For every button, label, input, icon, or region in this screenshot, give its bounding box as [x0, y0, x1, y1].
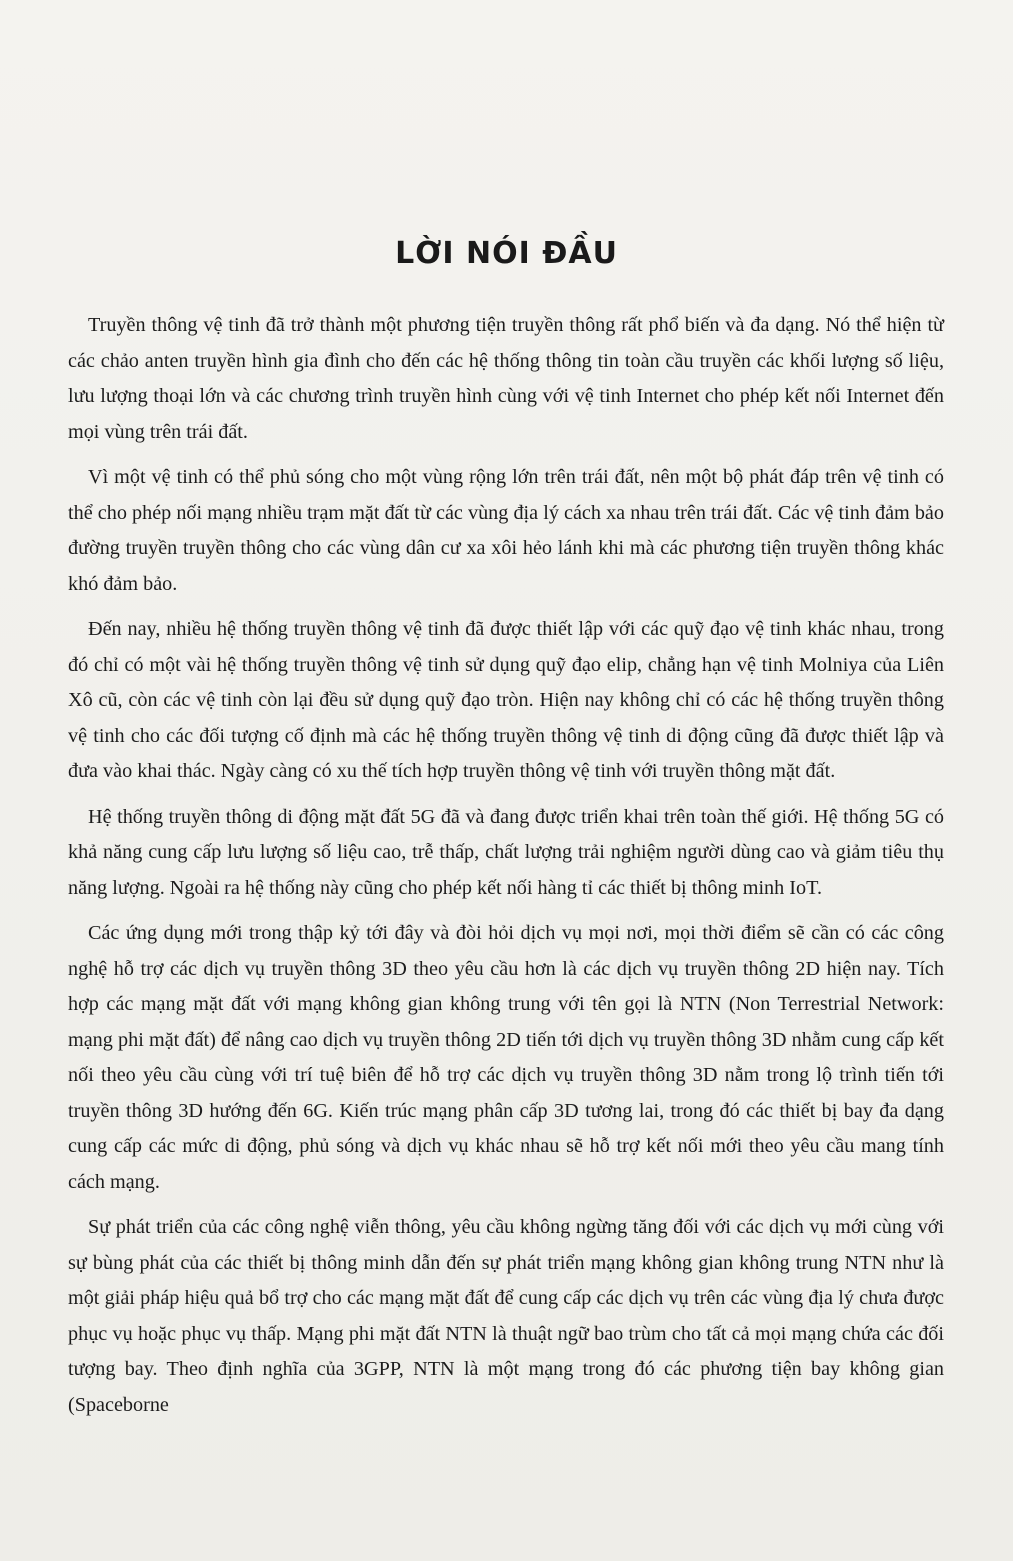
paragraph: Đến nay, nhiều hệ thống truyền thông vệ tinh đã được thiết lập với các quỹ đạo vệ tinh khác nhau, trong đó chỉ có một vài hệ thống truyền thông vệ tinh sử dụng quỹ đạo elip, chẳng hạn vệ tinh Molniya của Liên Xô cũ, còn các vệ tinh còn lại đều sử dụng quỹ đạo tròn. Hiện nay không chỉ có các hệ thống truyền thông vệ tinh cho các đối tượng cố định mà các hệ thống truyền thông vệ tinh di động cũng đã được thiết lập và đưa vào khai thác. Ngày càng có xu thế tích hợp truyền thông vệ tinh với truyền thông mặt đất.: [68, 618, 944, 782]
body-text: [68, 308, 944, 1433]
paragraph: Vì một vệ tinh có thể phủ sóng cho một vùng rộng lớn trên trái đất, nên một bộ phát đáp trên vệ tinh có thể cho phép nối mạng nhiều trạm mặt đất từ các vùng địa lý cách xa nhau trên trái đất. Các vệ tinh đảm bảo đường truyền truyền thông cho các vùng dân cư xa xôi hẻo lánh khi mà các phương tiện truyền thông khác khó đảm bảo.: [68, 466, 944, 595]
paragraph: Sự phát triển của các công nghệ viễn thông, yêu cầu không ngừng tăng đối với các dịch vụ mới cùng với sự bùng phát của các thiết bị thông minh dẫn đến sự phát triển mạng không gian không trung NTN như là một giải pháp hiệu quả bổ trợ cho các mạng mặt đất để cung cấp các dịch vụ trên các vùng địa lý chưa được phục vụ hoặc phục vụ thấp. Mạng phi mặt đất NTN là thuật ngữ bao trùm cho tất cả mọi mạng chứa các đối tượng bay. Theo định nghĩa của 3GPP, NTN là một mạng trong đó các phương tiện bay không gian (Spaceborne: [68, 1216, 944, 1416]
page-title: LỜI NÓI ĐẦU: [395, 236, 618, 271]
paragraph: Truyền thông vệ tinh đã trở thành một phương tiện truyền thông rất phổ biến và đa dạng. Nó thể hiện từ các chảo anten truyền hình gia đình cho đến các hệ thống thông tin toàn cầu truyền các khối lượng số liệu, lưu lượng thoại lớn và các chương trình truyền hình cùng với vệ tinh Internet cho phép kết nối Internet đến mọi vùng trên trái đất.: [68, 314, 944, 443]
paragraph: Hệ thống truyền thông di động mặt đất 5G đã và đang được triển khai trên toàn thế giới. Hệ thống 5G có khả năng cung cấp lưu lượng số liệu cao, trễ thấp, chất lượng trải nghiệm người dùng cao và giảm tiêu thụ năng lượng. Ngoài ra hệ thống này cũng cho phép kết nối hàng tỉ các thiết bị thông minh IoT.: [68, 805, 944, 899]
paragraph: Các ứng dụng mới trong thập kỷ tới đây và đòi hỏi dịch vụ mọi nơi, mọi thời điểm sẽ cần có các công nghệ hỗ trợ các dịch vụ truyền thông 3D theo yêu cầu hơn là các dịch vụ truyền thông 2D hiện nay. Tích hợp các mạng mặt đất với mạng không gian không trung với tên gọi là NTN (Non Terrestrial Network: mạng phi mặt đất) để nâng cao dịch vụ truyền thông 2D tiến tới dịch vụ truyền thông 3D nhằm cung cấp kết nối theo yêu cầu cùng với trí tuệ biên để hỗ trợ các dịch vụ truyền thông 3D nằm trong lộ trình tiến tới truyền thông 3D hướng đến 6G. Kiến trúc mạng phân cấp 3D tương lai, trong đó các thiết bị bay đa dạng cung cấp các mức di động, phủ sóng và dịch vụ khác nhau sẽ hỗ trợ kết nối mới theo yêu cầu mang tính cách mạng.: [68, 922, 944, 1193]
